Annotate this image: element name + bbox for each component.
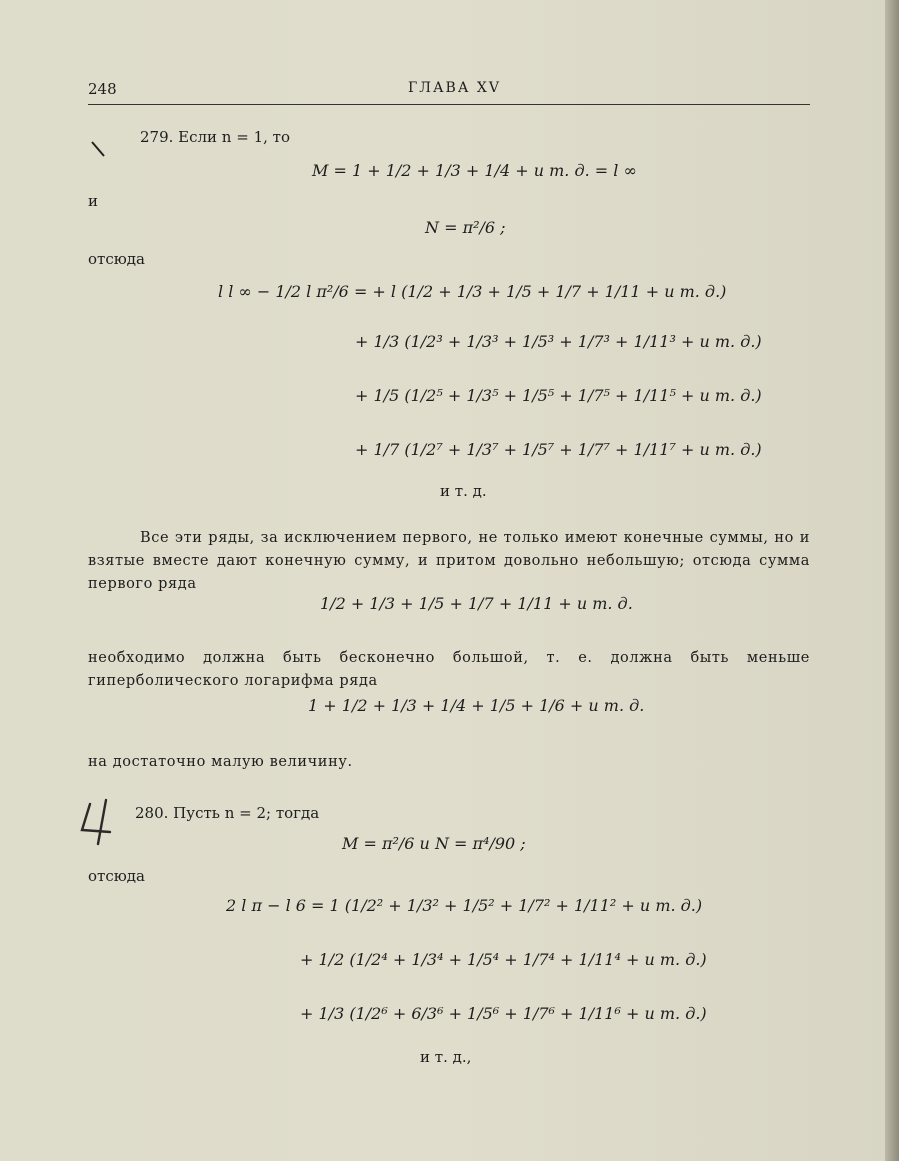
handwritten-number-mark — [76, 796, 132, 848]
formula-prime-series: 1/2 + 1/3 + 1/5 + 1/7 + 1/11 + и т. д. — [320, 594, 633, 613]
chapter-title: ГЛАВА XV — [408, 80, 501, 96]
paragraph-infinite-sum: необходимо должна быть бесконечно большой, т. е. должна быть меньше гиперболического логарифма ряда — [88, 650, 810, 689]
paragraph-series-finite: Все эти ряды, за исключением первого, не только имеют конечные суммы, но и взятые вместе дают конечную сумму, и притом довольно небольшую; отсюда сумма первого ряда — [88, 530, 810, 592]
paragraph-small-quantity: на достаточно малую величину. — [88, 754, 353, 770]
formula-280-line2: + 1/2 (1/2⁴ + 1/3⁴ + 1/5⁴ + 1/7⁴ + 1/11⁴ + и т. д.) — [300, 950, 707, 969]
formula-280-line3: + 1/3 (1/2⁶ + 6/3⁶ + 1/5⁶ + 1/7⁶ + 1/11⁶ + и т. д.) — [300, 1004, 707, 1023]
formula-M-N: M = π²/6 и N = π⁴/90 ; — [342, 834, 526, 853]
etcetera-279: и т. д. — [440, 482, 487, 500]
formula-harmonic-series: 1 + 1/2 + 1/3 + 1/4 + 1/5 + 1/6 + и т. д. — [308, 696, 645, 715]
etcetera-280: и т. д., — [420, 1048, 472, 1066]
section-279-intro: 279. Если n = 1, то — [140, 128, 290, 146]
conjunction-and: и — [88, 192, 98, 210]
formula-280-line1: 2 l π − l 6 = 1 (1/2² + 1/3² + 1/5² + 1/7² + 1/11² + и т. д.) — [226, 896, 703, 915]
formula-279-line4: + 1/7 (1/2⁷ + 1/3⁷ + 1/5⁷ + 1/7⁷ + 1/11⁷ + и т. д.) — [355, 440, 762, 459]
formula-N: N = π²/6 ; — [425, 218, 506, 237]
binding-shadow — [885, 0, 899, 1161]
running-header — [88, 80, 808, 104]
formula-279-line3: + 1/5 (1/2⁵ + 1/3⁵ + 1/5⁵ + 1/7⁵ + 1/11⁵ + и т. д.) — [355, 386, 762, 405]
word-hence-1: отсюда — [88, 250, 145, 268]
section-280-intro: 280. Пусть n = 2; тогда — [135, 804, 320, 822]
page-number: 248 — [88, 80, 117, 98]
header-rule — [88, 104, 810, 105]
pencil-tick-mark — [90, 140, 112, 162]
word-hence-2: отсюда — [88, 867, 145, 885]
formula-M: M = 1 + 1/2 + 1/3 + 1/4 + и т. д. = l ∞ — [312, 161, 637, 180]
formula-279-line1: l l ∞ − 1/2 l π²/6 = + l (1/2 + 1/3 + 1/5 + 1/7 + 1/11 + и т. д.) — [218, 282, 727, 301]
formula-279-line2: + 1/3 (1/2³ + 1/3³ + 1/5³ + 1/7³ + 1/11³ + и т. д.) — [355, 332, 762, 351]
